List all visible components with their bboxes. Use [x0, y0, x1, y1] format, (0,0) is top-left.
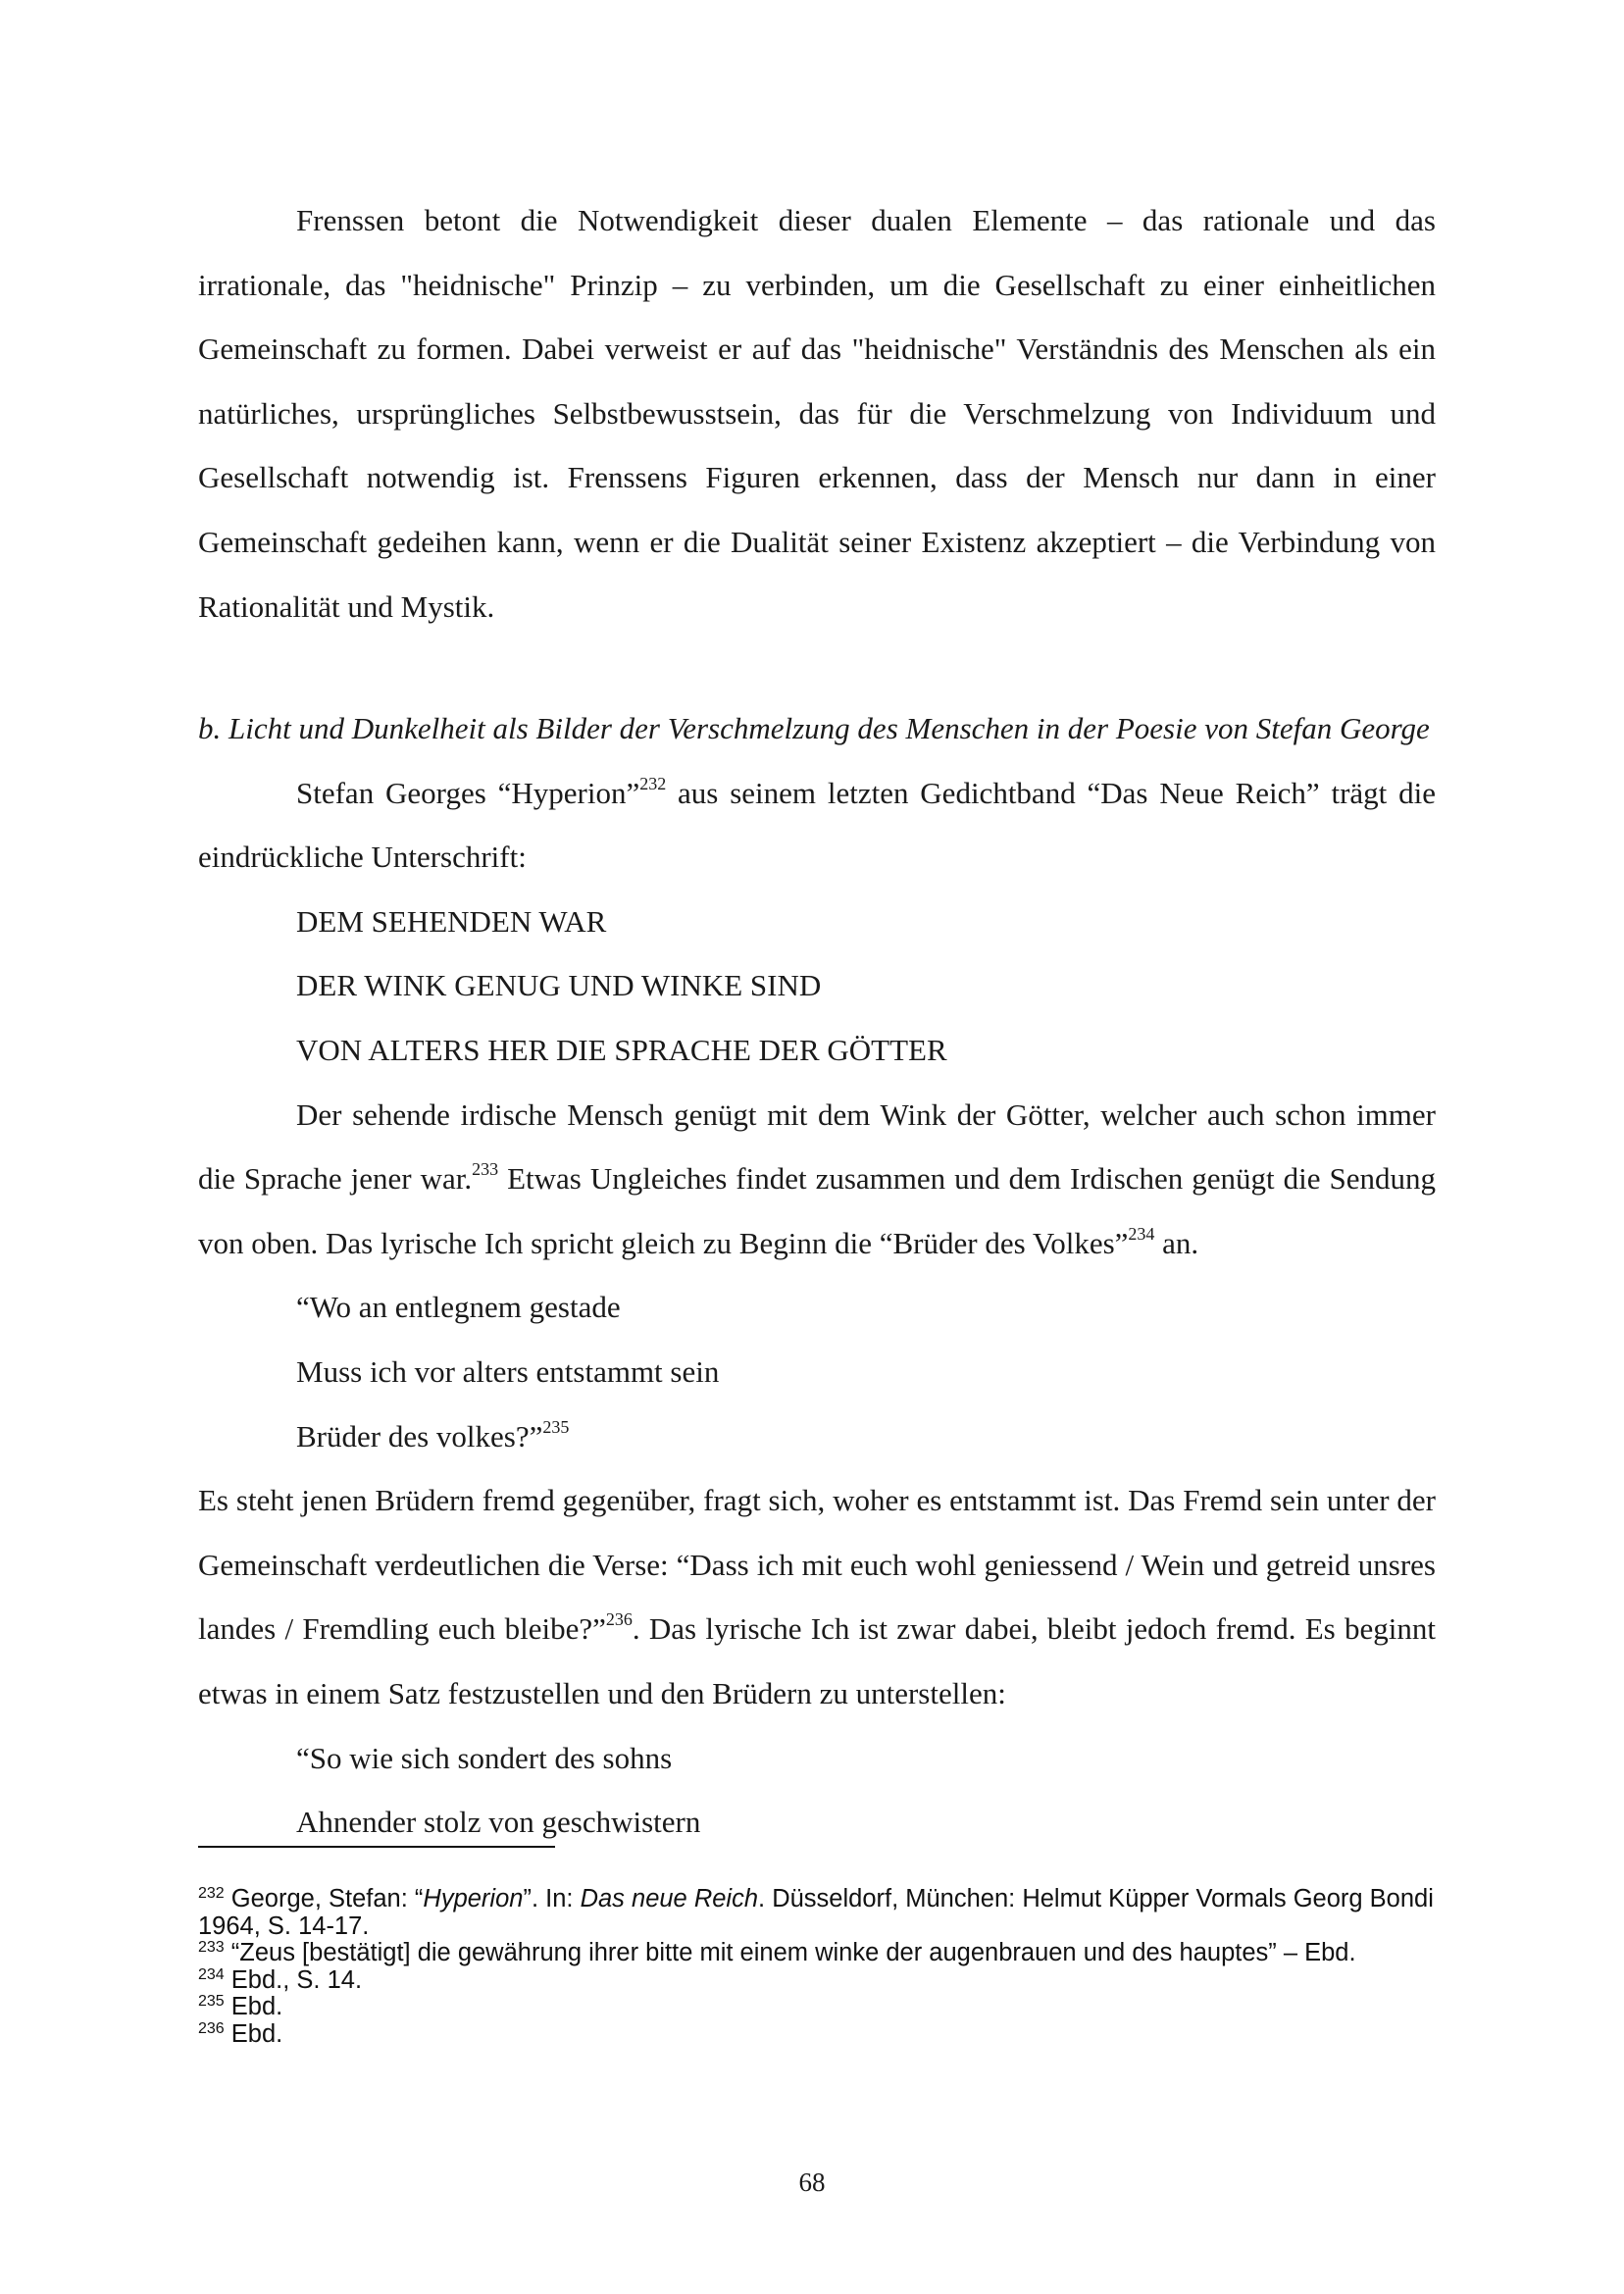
- footnote-divider: [198, 1846, 555, 1848]
- motto-line: DEM SEHENDEN WAR: [296, 903, 607, 939]
- footnote-235: $^{235}$ Ebd.: [198, 1993, 283, 2020]
- verse-block-1: [198, 1275, 1436, 1468]
- section-heading: b. Licht und Dunkelheit als Bilder der Verschmelzung des Menschen in der Poesie von Stefan George: [198, 711, 1430, 745]
- verse-line: “Wo an entlegnem gestade: [296, 1290, 621, 1325]
- verse-block-2: [198, 1726, 1436, 1855]
- footnote-ref-232[interactable]: 232: [639, 773, 667, 793]
- verse-line: “So wie sich sondert des sohns: [296, 1740, 673, 1775]
- footnote-236: $^{236}$ Ebd.: [198, 2019, 283, 2048]
- motto-line: VON ALTERS HER DIE SPRACHE DER GÖTTER: [296, 1032, 947, 1067]
- footnote-233: $^{233}$ “Zeus [bestätigt] die gewährung ihrer bitte mit einem winke der augenbrauen und des hauptes” – Ebd.: [198, 1939, 1356, 1966]
- page-body: [198, 188, 1436, 638]
- verse-line: Brüder des volkes?”$^{235}$: [296, 1416, 570, 1453]
- motto-line: DER WINK GENUG UND WINKE SIND: [296, 968, 822, 1003]
- paragraph-sehende: Der sehende irdische Mensch genügt mit dem Wink der Götter, welcher auch schon immer die Sprache jener war.$^{233}$ Etwas Ungleiches findet zusammen und dem Irdischen genügt die Sendung von oben. Das lyrische Ich spricht gleich zu Beginn die “Brüder des Volkes”$^{234}$ an.: [198, 1096, 1436, 1260]
- motto-block: [198, 890, 1436, 1083]
- footnote-234: $^{234}$ Ebd., S. 14.: [198, 1965, 363, 1994]
- verse-line: Ahnender stolz von geschwistern: [296, 1805, 701, 1840]
- footnote-ref-235[interactable]: 235: [542, 1416, 570, 1437]
- footnotes: [198, 1886, 1436, 2048]
- verse-line: Muss ich vor alters entstammt sein: [296, 1353, 720, 1389]
- section-b: [198, 696, 1436, 1855]
- paragraph-brueder: Es steht jenen Brüdern fremd gegenüber, fragt sich, woher es entstammt ist. Das Fremd sein unter der Gemeinschaft verdeutlichen die Verse: “Dass ich mit euch wohl geniessend / Wein und getreid unsres landes / Fremdling euch bleibe?”$^{236}$. Das lyrische Ich ist zwar dabei, bleibt jedoch fremd. Es beginnt etwas in einem Satz festzustellen und den Brüdern zu unterstellen:: [198, 1483, 1436, 1710]
- paragraph-hyperion: Stefan Georges “Hyperion”$^{232}$ aus seinem letzten Gedichtband “Das Neue Reich” trägt die eindrückliche Unterschrift:: [198, 773, 1436, 875]
- footnote-ref-236[interactable]: 236: [605, 1609, 633, 1630]
- page-number: 68: [798, 2167, 826, 2197]
- footnote-ref-234[interactable]: 234: [1128, 1223, 1155, 1244]
- footnote-232: $^{232}$ George, Stefan: “Hyperion”. In: Das neue Reich. Düsseldorf, München: Helmut Küpper Vormals Georg Bondi 1964, S. 14-17.: [198, 1885, 1434, 1940]
- footnote-ref-233[interactable]: 233: [472, 1159, 499, 1180]
- paragraph-frenssen: Frenssen betont die Notwendigkeit dieser dualen Elemente – das rationale und das irrationale, das "heidnische" Prinzip – zu verbinden, um die Gesellschaft zu einer einheitlichen Gemeinschaft zu formen. Dabei verweist er auf das "heidnische" Verständnis des Menschen als ein natürliches, ursprüngliches Selbstbewusstsein, das für die Verschmelzung von Individuum und Gesellschaft notwendig ist. Frenssens Figuren erkennen, dass der Mensch nur dann in einer Gemeinschaft gedeihen kann, wenn er die Dualität seiner Existenz akzeptiert – die Verbindung von Rationalität und Mystik.: [198, 203, 1436, 624]
